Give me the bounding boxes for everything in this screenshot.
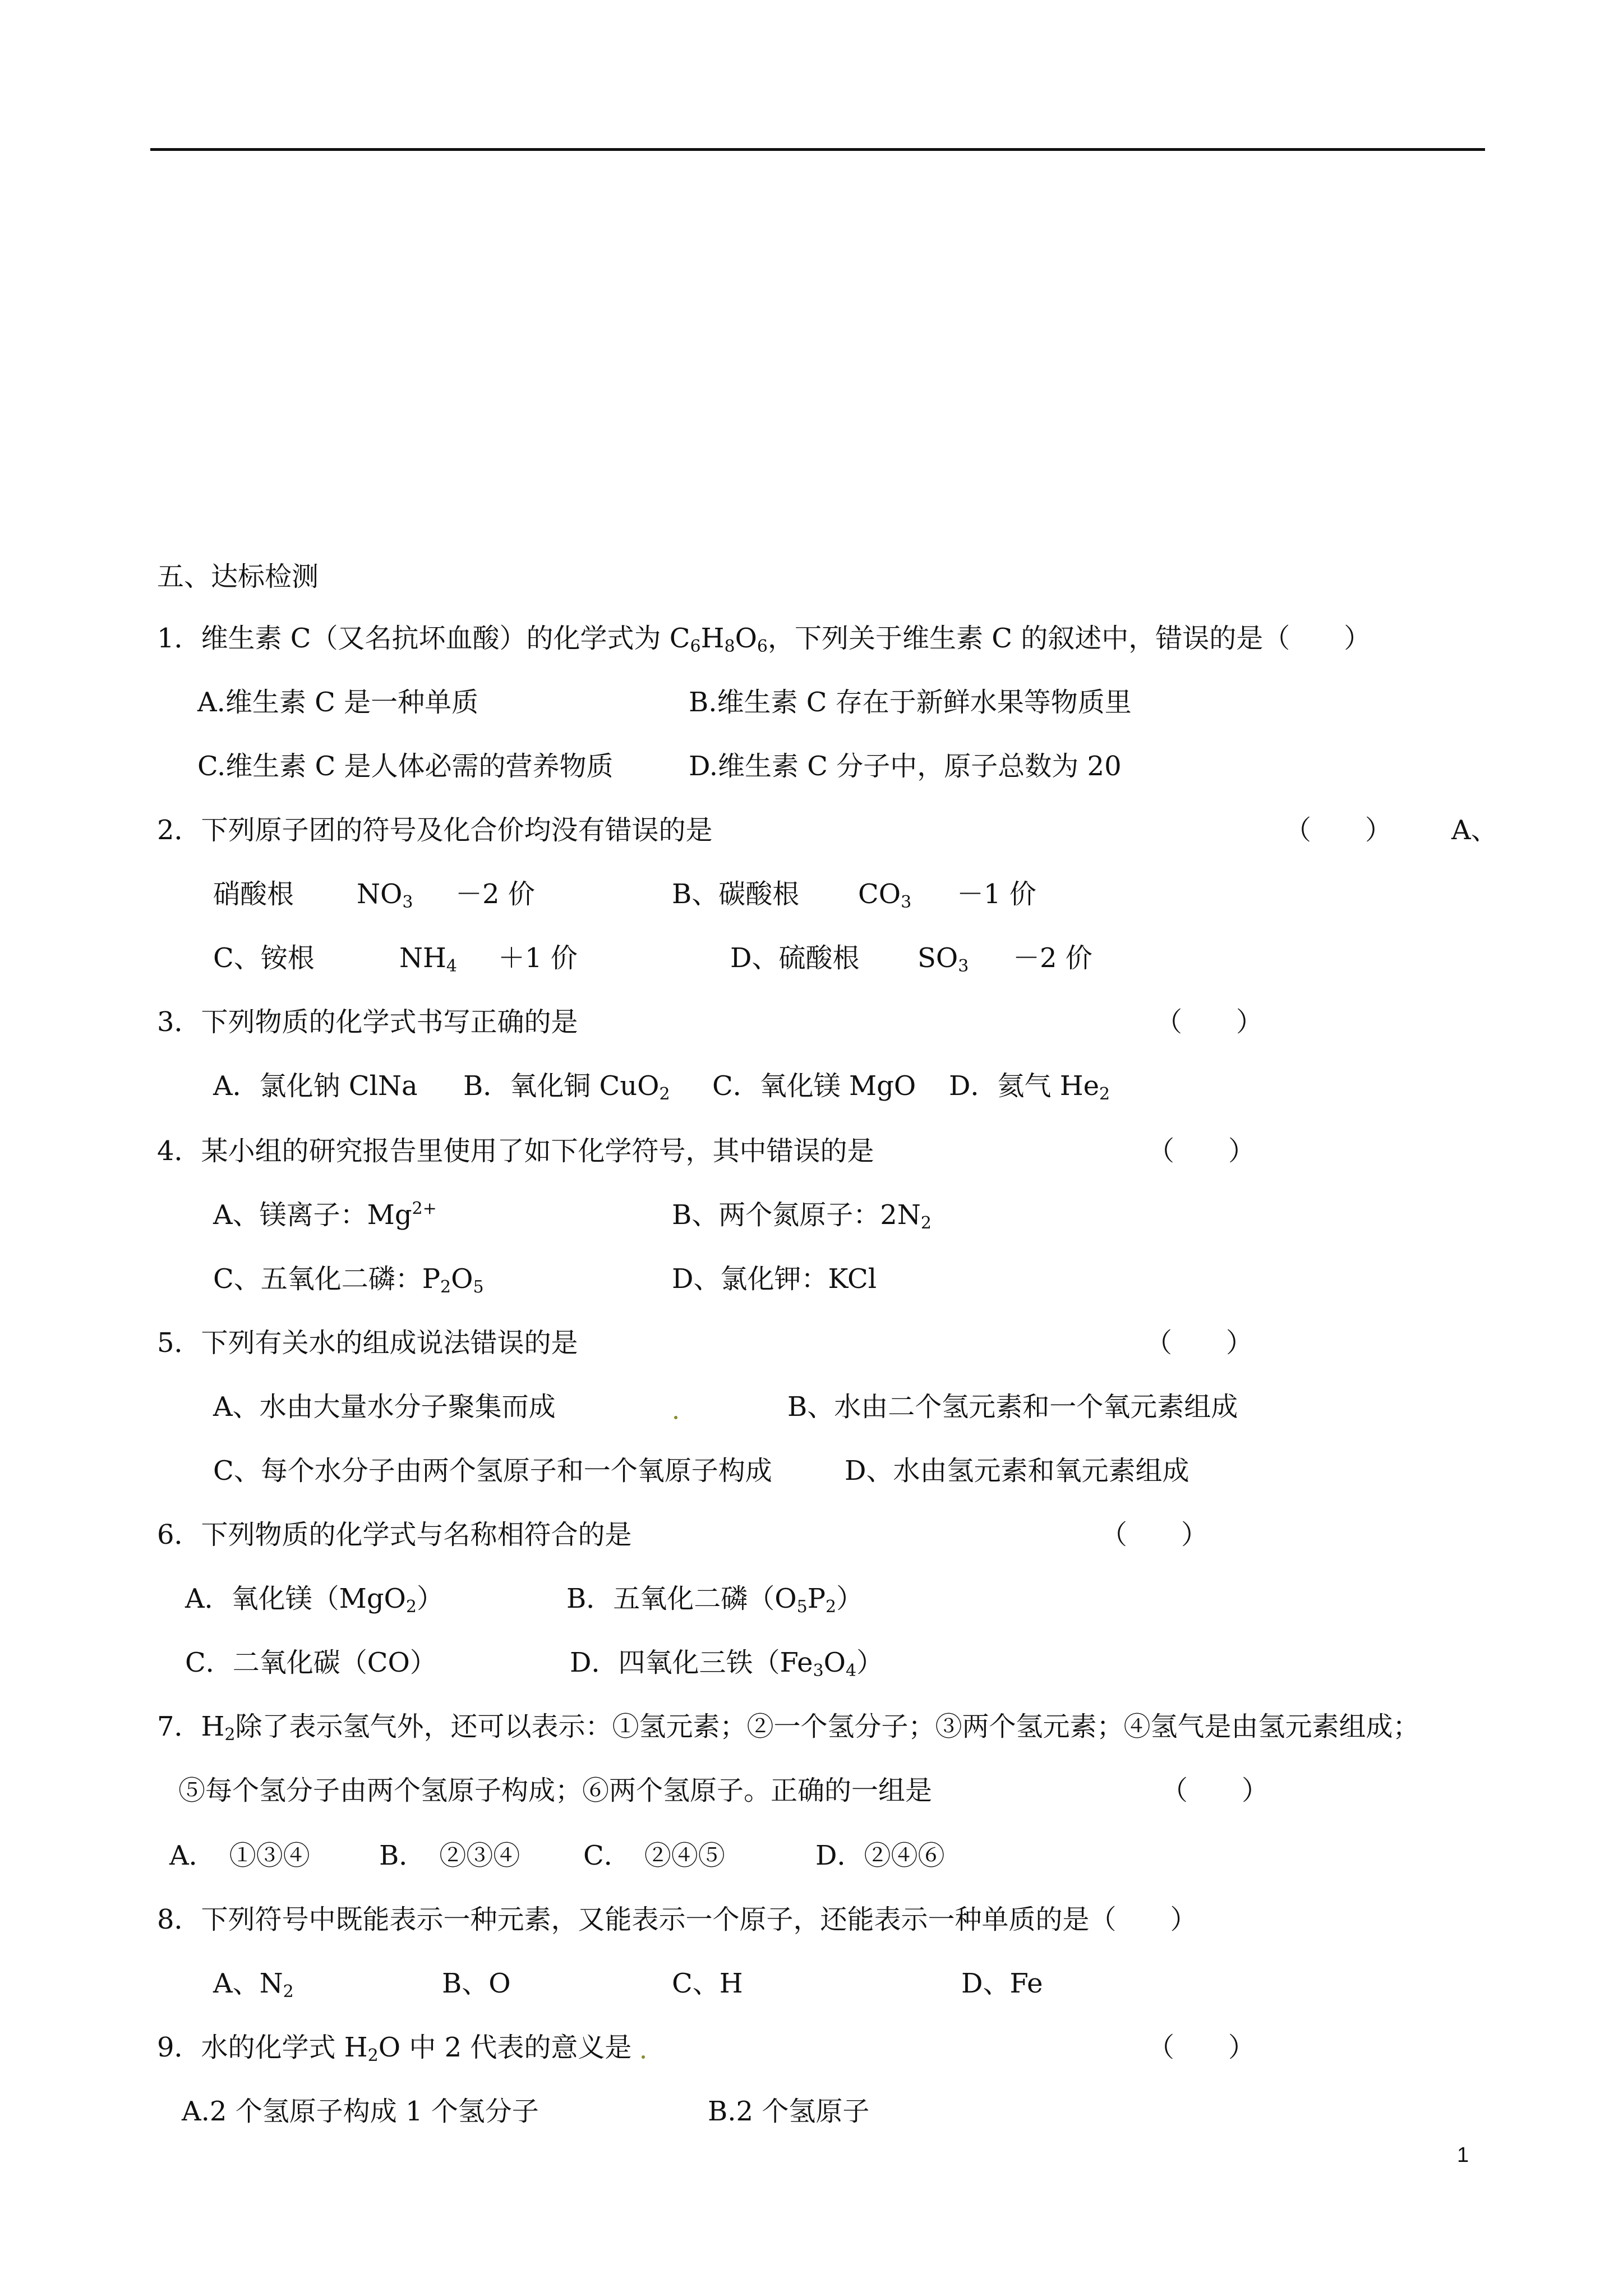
question-4-option-a: A、镁离子：$Mg^{2+}$ — [213, 1199, 437, 1231]
question-8-option-c: C、H — [672, 1968, 743, 1999]
question-1-option-d: D.维生素 C 分子中，原子总数为 20 — [689, 751, 1122, 782]
question-2-option-b-valence: －1 价 — [957, 878, 1036, 910]
question-5-option-d: D、水由氢元素和氧元素组成 — [845, 1455, 1189, 1487]
question-6-stem: 6．下列物质的化学式与名称相符合的是 — [157, 1519, 632, 1550]
question-2-option-b-formula: $CO_3$ — [858, 878, 912, 912]
question-9-stem: 9．水的化学式 $H_2O$ 中 2 代表的意义是 — [157, 2032, 632, 2065]
question-7-option-a: A． ①③④ — [169, 1840, 310, 1871]
question-1-option-a: A.维生素 C 是一种单质 — [197, 687, 479, 718]
question-7-stem: 7．$H_2$除了表示氢气外，还可以表示：①氢元素；②一个氢分子；③两个氢元素；④氢气是由氢元素组成； — [157, 1711, 1420, 1745]
question-6-option-c: C．二氧化碳（CO） — [185, 1647, 437, 1678]
question-2-answer-paren: （ ） — [1284, 815, 1393, 846]
question-8-stem: 8．下列符号中既能表示一种元素，又能表示一个原子，还能表示一种单质的是（ ） — [157, 1904, 1197, 1935]
question-5-option-c: C、每个水分子由两个氢原子和一个氧原子构成 — [213, 1455, 772, 1487]
question-2-option-c-formula: $NH_4$ — [399, 942, 457, 976]
question-2-option-a-name: 硝酸根 — [213, 878, 294, 910]
question-2-option-c-valence: ＋1 价 — [498, 942, 578, 974]
question-3-option-a: A．氯化钠 ClNa — [213, 1070, 418, 1102]
question-6-option-a: A．氧化镁（MgO$_2$） — [185, 1583, 444, 1617]
question-4-stem: 4．某小组的研究报告里使用了如下化学符号，其中错误的是 — [157, 1135, 874, 1167]
question-8-option-b: B、O — [442, 1968, 511, 1999]
question-2-option-d-name: D、硫酸根 — [730, 942, 860, 974]
question-3-option-b: B．氧化铜 CuO$_2$ — [463, 1070, 670, 1104]
question-9-option-a: A.2 个氢原子构成 1 个氢分子 — [182, 2096, 539, 2127]
question-1-stem: 1．维生素 C（又名抗坏血酸）的化学式为 $C_6H_8O_6$，下列关于维生素 C 的叙述中，错误的是（ ） — [157, 623, 1371, 656]
question-2-option-a-formula: $NO_3$ — [357, 878, 413, 912]
question-6-option-d: D．四氧化三铁$(Fe_3O_4)$ — [570, 1647, 884, 1681]
stray-dot — [642, 2055, 645, 2059]
question-7-answer-paren: （ ） — [1161, 1775, 1269, 1806]
question-3-option-c: C．氧化镁 MgO — [712, 1070, 916, 1102]
question-2-option-a-label: A、 — [1451, 815, 1498, 846]
page-number: 1 — [1457, 2143, 1469, 2167]
question-2-option-a-valence: －2 价 — [455, 878, 535, 910]
header-rule — [150, 148, 1485, 151]
question-5-answer-paren: （ ） — [1145, 1327, 1253, 1359]
question-2-stem: 2．下列原子团的符号及化合价均没有错误的是 — [157, 815, 713, 846]
stray-dot — [674, 1416, 677, 1419]
question-8-option-d: D、Fe — [961, 1968, 1043, 1999]
question-6-option-b: B．五氧化二磷$(O_5P_2)$ — [566, 1583, 864, 1617]
question-7-option-c: C． ②④⑤ — [583, 1840, 725, 1871]
question-9-option-b: B.2 个氢原子 — [708, 2096, 870, 2127]
question-6-answer-paren: （ ） — [1100, 1519, 1209, 1550]
question-5-stem: 5．下列有关水的组成说法错误的是 — [157, 1327, 578, 1359]
question-4-option-d: D、氯化钾：KCl — [672, 1263, 877, 1295]
question-1-option-b: B.维生素 C 存在于新鲜水果等物质里 — [689, 687, 1132, 718]
section-title: 五、达标检测 — [157, 561, 319, 592]
question-4-option-b: B、两个氮原子：$2N_2$ — [672, 1199, 932, 1233]
question-7-stem-continued: ⑤每个氢分子由两个氢原子构成；⑥两个氢原子。正确的一组是 — [178, 1775, 933, 1806]
question-9-answer-paren: （ ） — [1147, 2032, 1256, 2063]
question-8-option-a: A、$N_2$ — [213, 1968, 294, 2001]
question-4-answer-paren: （ ） — [1147, 1135, 1256, 1167]
question-1-option-c: C.维生素 C 是人体必需的营养物质 — [197, 751, 614, 782]
question-5-option-b: B、水由二个氢元素和一个氧元素组成 — [787, 1391, 1238, 1423]
question-2-option-c-name: C、铵根 — [213, 942, 315, 974]
question-4-option-c: C、五氧化二磷：$P_2O_5$ — [213, 1263, 484, 1297]
question-5-option-a: A、水由大量水分子聚集而成 — [213, 1391, 556, 1423]
question-3-option-d: D．氦气 $He_2$ — [949, 1070, 1110, 1104]
question-2-option-b-name: B、碳酸根 — [672, 878, 800, 910]
question-2-option-d-valence: －2 价 — [1013, 942, 1092, 974]
question-3-stem: 3．下列物质的化学式书写正确的是 — [157, 1006, 578, 1038]
question-2-option-d-formula: $SO_3$ — [917, 942, 969, 976]
question-7-option-d: D．②④⑥ — [815, 1840, 945, 1871]
question-3-answer-paren: （ ） — [1155, 1006, 1264, 1038]
question-7-option-b: B． ②③④ — [379, 1840, 520, 1871]
